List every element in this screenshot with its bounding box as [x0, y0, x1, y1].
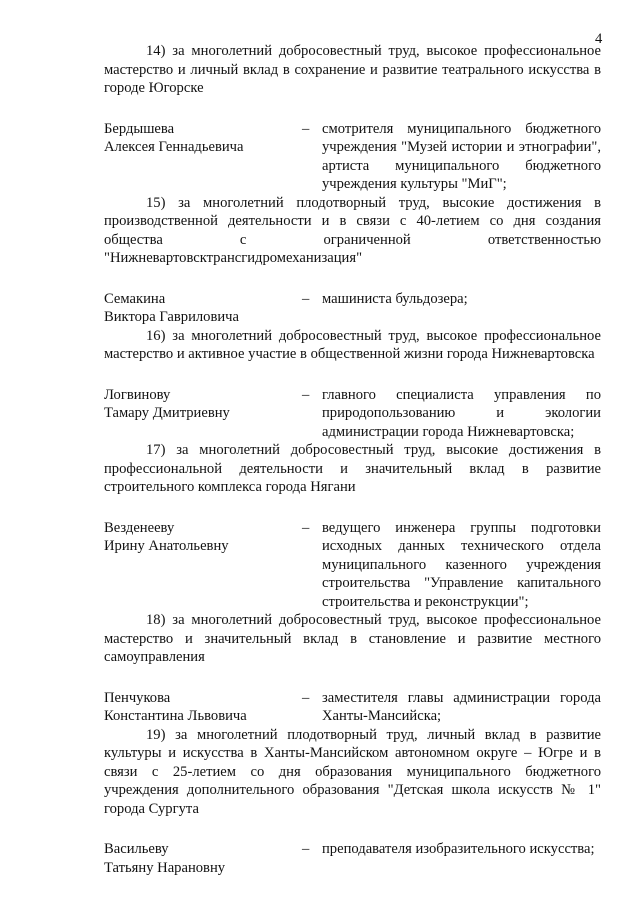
awardee-name	[104, 386, 302, 442]
awardee-given-name: Виктора Гавриловича	[104, 309, 239, 325]
awardee-entry	[104, 689, 601, 726]
awardee-given-name: Константина Львовича	[104, 708, 247, 724]
awardee-given-name: Татьяну Нарановну	[104, 859, 226, 876]
dash-separator: –	[302, 386, 310, 403]
awardee-name	[104, 689, 302, 726]
awardee-name	[104, 120, 302, 194]
award-reason: 17) за многолетний добросовестный труд, высокие достижения в профессиональной деятельности и значительный вклад в развитие строительного комплекса города Нягани	[104, 442, 601, 495]
awardee-surname: Бердышева	[104, 120, 175, 137]
award-reason: 19) за многолетний плодотворный труд, личный вклад в развитие культуры и искусства в Ханты-Мансийском автономном округе – Югре и в связи с 25-летием со дня образования муниципального бюджетного учреждения дополнительного образования "Детская школа искусств № 1" города Сургута	[104, 726, 601, 817]
awardee-entry	[104, 386, 601, 442]
dash-separator: –	[302, 841, 310, 857]
award-reason: 15) за многолетний плодотворный труд, высокие достижения в производственной деятельности и в связи с 40-летием со дня создания общества с ограниченной ответственностью "Нижневартовсктрансгидромеханизация"	[104, 194, 601, 266]
dash-separator: –	[302, 519, 310, 536]
dash-separator: –	[302, 689, 310, 706]
dash-separator: –	[302, 120, 310, 137]
awardee-surname: Пенчукова	[104, 689, 171, 706]
awardee-given-name: Тамару Дмитриевну	[104, 405, 230, 421]
page-number: 4	[595, 31, 603, 47]
awardee-entry	[104, 840, 601, 877]
awardee-given-name: Алексея Геннадьевича	[104, 139, 244, 155]
award-reason: 18) за многолетний добросовестный труд, высокое профессиональное мастерство и значительный вклад в становление и развитие местного самоуправления	[104, 612, 601, 665]
awardee-entry	[104, 120, 601, 194]
awardee-surname: Логвинову	[104, 386, 171, 403]
awardee-position: заместителя главы администрации города Ханты-Мансийска;	[322, 689, 601, 724]
awardee-position: ведущего инженера группы подготовки исходных данных технического отдела муниципального казенного учреждения строительства "Управление капитального строительства и реконструкции";	[322, 519, 601, 610]
awardee-name	[104, 840, 302, 877]
awardee-position: главного специалиста управления по природопользованию и экологии администрации города Нижневартовска;	[322, 386, 601, 440]
awardee-position: смотрителя муниципального бюджетного учреждения "Музей истории и этнографии", артиста муниципального бюджетного учреждения культуры "МиГ";	[322, 120, 601, 192]
award-reason: 16) за многолетний добросовестный труд, высокое профессиональное мастерство и активное участие в общественной жизни города Нижневартовска	[104, 327, 601, 362]
awardee-surname: Везденееву	[104, 519, 175, 536]
awardee-entry	[104, 290, 601, 327]
awardee-position: преподавателя изобразительного искусства;	[322, 841, 595, 857]
awardee-surname: Васильеву	[104, 841, 169, 857]
dash-separator: –	[302, 290, 310, 307]
awardee-entry	[104, 519, 601, 612]
awardee-name	[104, 519, 302, 612]
award-reason: 14) за многолетний добросовестный труд, высокое профессиональное мастерство и личный вклад в сохранение и развитие театрального искусства в городе Югорске	[104, 43, 601, 96]
awardee-given-name: Ирину Анатольевну	[104, 538, 229, 554]
awardee-surname: Семакина	[104, 290, 166, 307]
awardee-name	[104, 290, 302, 327]
awardee-position: машиниста бульдозера;	[322, 290, 468, 307]
document-body	[104, 42, 601, 877]
